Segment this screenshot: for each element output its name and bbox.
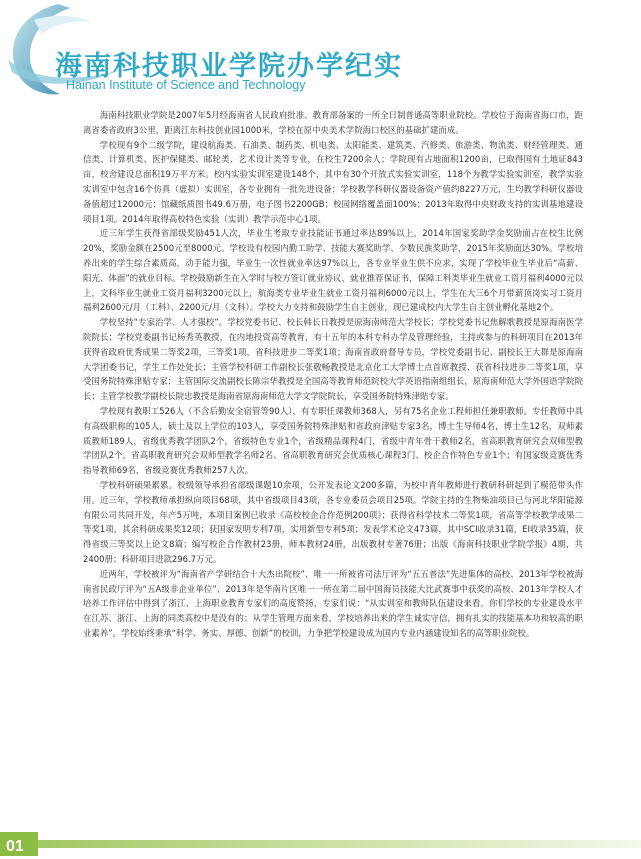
page-number: 01 [6, 838, 24, 855]
page-number-box [0, 832, 38, 856]
paragraph-students: 近三年学生获得省部级奖励451人次，毕业生考取专业技能证书通过率达89%以上，2014年国家奖助学金奖励面占在校生比例20%，奖励金额在2500元至8000元。学校设有校园内勤工助学、技能大赛奖助学、少数民族奖助学，2015年奖励面达30%。学校培养出来的学生综合素质高，动手能力强，毕业生一次性就业率达97%以上，各专业毕业生供不应求，实现了学校毕业生毕业后“高薪、阳光、体面”的就业目标。学校鼓励新生在入学时与校方签订就业协议、就业推荐保证书，保障工科类毕业生就业工资月福利4000元以上，文科毕业生就业工资月福利3200元以上，航海类专业毕业生就业工资月福利6000元以上，学生在大三6个月带薪顶岗实习工资月福利2600元/月（工科）、2200元/月（文科）。学校大力支持和鼓励学生自主创业，现已建成校内大学生自主创业孵化基地2个。 [83, 228, 583, 313]
paragraph-facilities: 学校现有9个二级学院，建设航海类、石油类、制药类、机电类、太阳能类、建筑类、汽修类、旅游类、物流类、财经管理类、通信类、计算机类、医护保健类、邮轮类、艺术设计类等专业，在校生7200余人；学院现有占地面积1200亩，已取得国有土地证843亩，校舍建设总面积19万平方米。校内实验实训室建设148个，其中有30个开放式实验实训室，118个为教学实验实训室，教学实验实训室中包含16个仿真（虚拟）实训室，各专业拥有一批先进设备；学校教学科研仪器设备资产值约8227万元，生均教学科研仪器设备值超过12000元；馆藏纸质图书49.6万册，电子图书2200GB；校园网络覆盖面100%；2013年取得中央财政支持的实训基地建设项目1项。2014年取得高校特色实验（实训）教学示范中心1项。 [83, 139, 583, 224]
paragraph-faculty: 学校现有教职工526人（不含后勤安全宿管等90人），有专职任课教师368人，另有75名企业工程师担任兼职教师。专任教师中具有高级职称的105人，硕士及以上学位的103人，享受国务院特殊津贴和省政府津贴专家3名，博士生导师4名，博士生12名，双师素质教师189人，省级优秀教学团队2个，省级特色专业1个，省级精品课程4门，省级中青年骨干教师2名，省高职教育研究会双师型教学团队2个，省高职教育研究会双师型教学名师2名、省高职教育研究会优质核心课程3门、校企合作特色专业1个；有国家级竞赛优秀指导教师69名，省级竞赛优秀教师257人次。 [83, 405, 583, 476]
page-footer [0, 829, 641, 859]
paragraph-honors: 近两年，学校被评为“海南省产学研结合十大杰出院校”、唯一一所被省司法厅评为“五五普法”先进集体的高校、2013年学校被海南省民政厅评为“五A级非企业单位”、2013年是华南片区唯一一所在第二届中国海员技能大比武赛事中获奖的高校、2013年学校人才培养工作评估中得到了浙江、上海职业教育专家们的高度赞扬，专家们说：“从实训室和教师队伍建设来看，你们学校的专业建设水平在江苏、浙江、上海的同类高校中是没有的；从学生管理方面来看，学校培养出来的学生诚实守信，拥有扎实的技能基本功和较高的职业素养”。学校始终秉承“科学、务实、厚德、创新”的校训，力争把学校建设成为国内专业内涵建设知名的高等职业院校。 [83, 568, 583, 638]
paragraph-leadership: 学校坚持“专家治学、人才强校”。学校党委书记、校长韩长日教授是原海南师范大学校长；学校党委书记焦解歌教授是原海南医学院院长；学校党委副书记杨秀英教授，在内地投资高等教育，有十五年的本科专科办学及管理经验，主持或参与的科研项目在2013年获得省政府优秀成果二等奖2项，三等奖1项，省科技进步二等奖1项；海南省政府督导专员，学校党委副书记、副校长王大群是原海南大学团委书记，学生工作处处长；主管学校科研工作副校长张敬畅教授是北京化工大学博士点首席教授、获省科技进步二等奖1项，享受国务院特殊津贴专家；主管国际交流副校长陈宗华教授是全国高等教育师范院校大学英语指南组组长，原海南师范大学外国语学院院长；主管学校教学副校长院忠教授是海南省原海南师范大学文学院院长，享受国务院特殊津贴专家。 [83, 317, 583, 402]
page-title: 海南科技职业学院办学纪实 [55, 51, 403, 82]
footer-stripe [0, 840, 641, 848]
paragraph-research: 学校科研硕果累累。校级领导承担省部级课题10余项，公开发表论文200多篇，为校中青年教师进行教研科研起到了模范带头作用。近三年，学校教师承担纵向项目68项，其中省级项目43项，各专业委员会项目25项。学院主持的生物柴油项目已与河北华阳能源有限公司共同开发，年产5万吨，本项目案例已收录《高校校企合作范例200项》；获得省科学技术二等奖1项，省高等学校教学成果二等奖1项，其余科研成果奖12项；获国家发明专利7项，实用新型专利5项；发表学术论文473篇，其中SCI收录31篇，EI收录35篇，获得省级三等奖以上论文8篇；编写校企合作教材23册，师本教材24册，出版教材专著76册；出版《海南科技职业学院学报》4期，共2400册；科研项目进款296.7万元。 [83, 479, 583, 564]
page-header [0, 0, 641, 100]
article-body [83, 108, 583, 641]
page-subtitle: Hainan Institute of Science and Technology [66, 78, 306, 92]
paragraph-intro: 海南科技职业学院是2007年5月经海南省人民政府批准、教育部备案的一所全日制普通高等职业院校。学校位于海南省海口市，距离省委省政府3公里，距离江东科技创业园1000米，学校在原中央美术学院海口校区的基础扩建而成。 [83, 110, 583, 135]
